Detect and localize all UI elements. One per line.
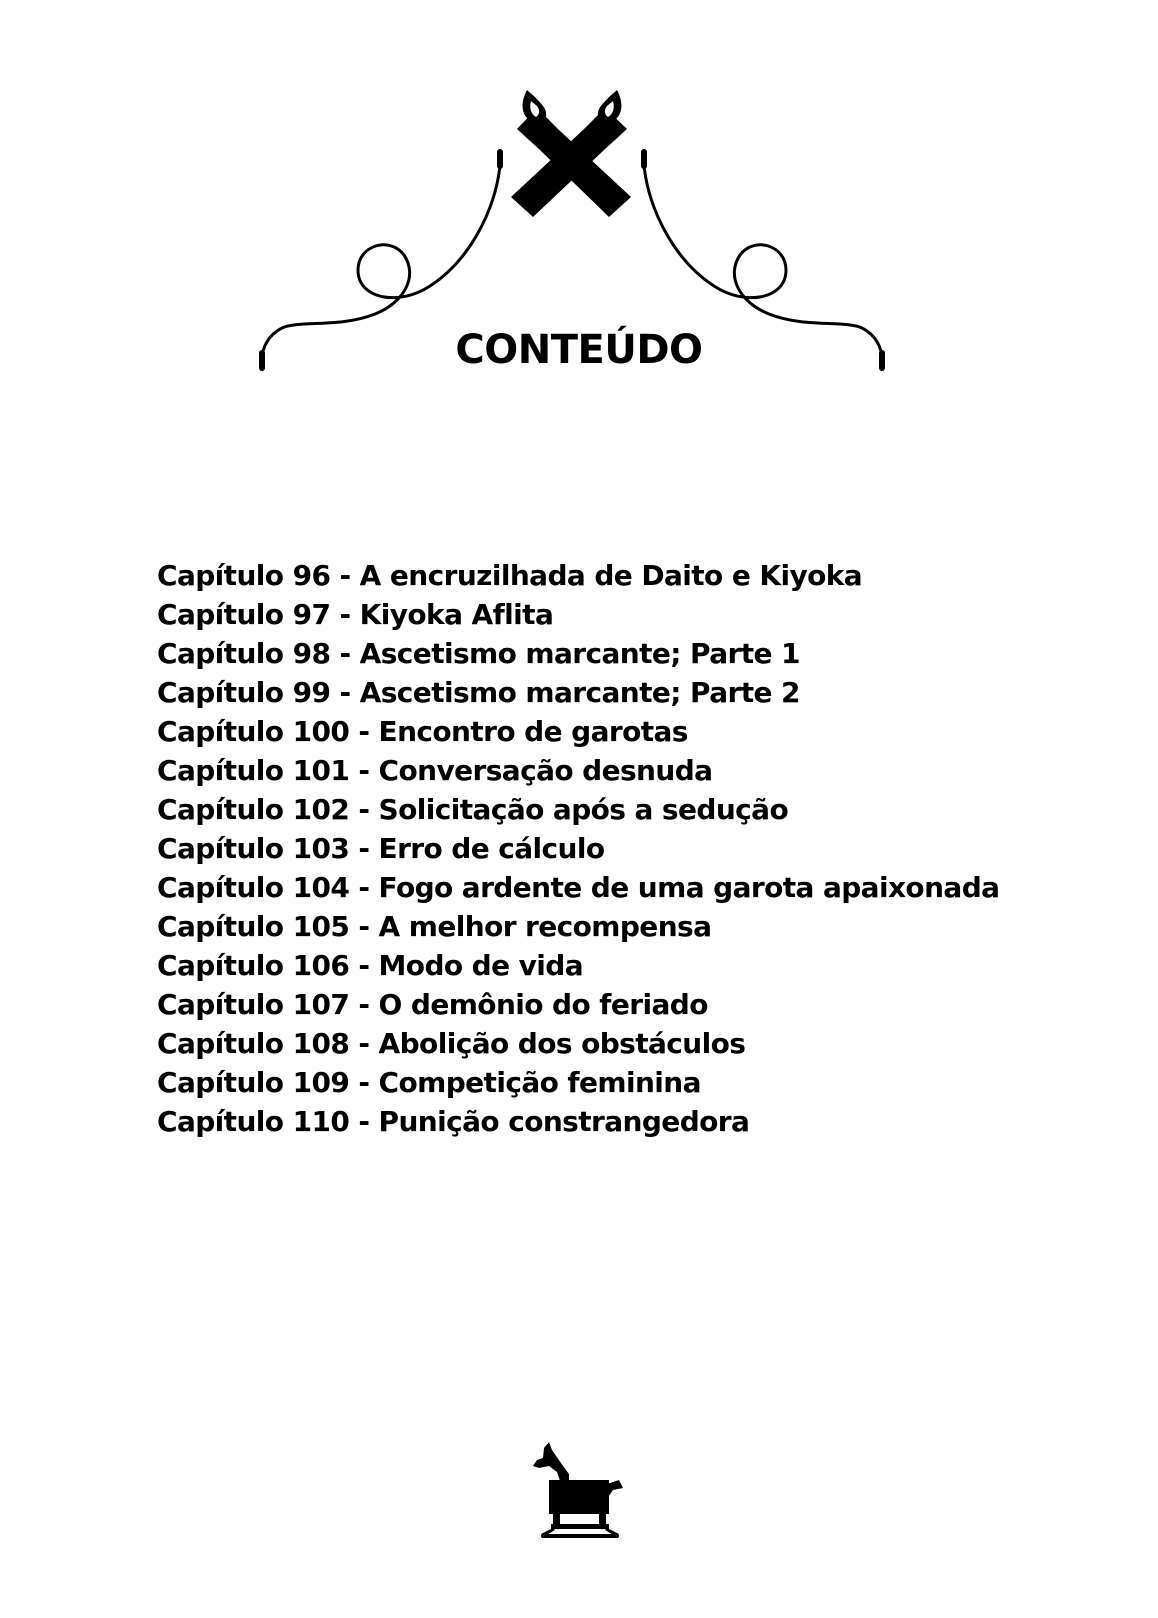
crossed-torches-icon [511, 90, 631, 217]
toc-item-102[interactable]: Capítulo 102 - Solicitação após a sedução [157, 793, 789, 826]
toc-item-109[interactable]: Capítulo 109 - Competição feminina [157, 1066, 701, 1099]
toc-item-98[interactable]: Capítulo 98 - Ascetismo marcante; Parte 1 [157, 637, 800, 670]
page-title: CONTEÚDO [455, 327, 703, 373]
toc-item-107[interactable]: Capítulo 107 - O demônio do feriado [157, 988, 708, 1021]
rocking-horse-icon [519, 1440, 631, 1540]
toc-item-101[interactable]: Capítulo 101 - Conversação desnuda [157, 754, 713, 787]
toc-item-103[interactable]: Capítulo 103 - Erro de cálculo [157, 832, 605, 865]
toc-item-97[interactable]: Capítulo 97 - Kiyoka Aflita [157, 598, 554, 631]
toc-item-106[interactable]: Capítulo 106 - Modo de vida [157, 949, 584, 982]
toc-item-105[interactable]: Capítulo 105 - A melhor recompensa [157, 910, 712, 943]
toc-item-108[interactable]: Capítulo 108 - Abolição dos obstáculos [157, 1027, 746, 1060]
toc-item-99[interactable]: Capítulo 99 - Ascetismo marcante; Parte 2 [157, 676, 800, 709]
table-of-contents [157, 556, 999, 1141]
toc-item-104[interactable]: Capítulo 104 - Fogo ardente de uma garota apaixonada [157, 871, 1000, 904]
toc-item-100[interactable]: Capítulo 100 - Encontro de garotas [157, 715, 688, 748]
toc-item-96[interactable]: Capítulo 96 - A encruzilhada de Daito e Kiyoka [157, 559, 863, 592]
toc-item-110[interactable]: Capítulo 110 - Punição constrangedora [157, 1105, 750, 1138]
